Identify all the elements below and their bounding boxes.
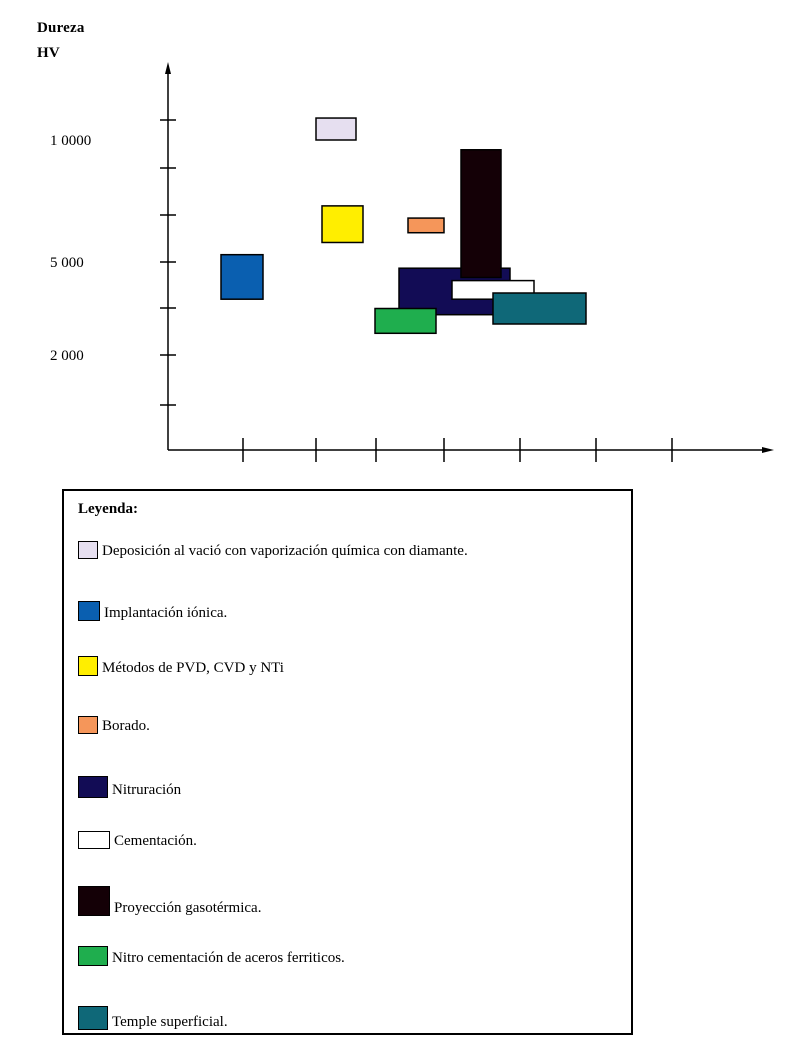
legend-item <box>78 716 150 734</box>
legend-label: Cementación. <box>114 833 197 849</box>
range-bar <box>461 150 501 278</box>
range-bar <box>221 255 263 300</box>
y-axis-label-line1: Dureza <box>37 20 85 36</box>
legend-swatch <box>78 946 108 966</box>
chart-area <box>0 0 800 480</box>
legend-label: Deposición al vació con vaporización química con diamante. <box>102 543 468 559</box>
legend-item <box>78 946 345 966</box>
range-bar <box>322 206 363 243</box>
y-axis-label-line2: HV <box>37 45 60 61</box>
y-tick-label: 5 000 <box>50 255 84 271</box>
legend-swatch <box>78 716 98 734</box>
legend-label: Nitruración <box>112 782 182 798</box>
legend-item <box>78 1006 228 1030</box>
y-tick-label: 1 0000 <box>50 133 92 149</box>
range-bar <box>408 218 444 233</box>
y-axis-arrow <box>165 62 171 74</box>
range-bars <box>221 118 586 333</box>
y-tick-label: 2 000 <box>50 348 84 364</box>
legend-item <box>78 541 468 559</box>
legend-item <box>78 656 284 676</box>
legend-swatch <box>78 1006 108 1030</box>
axis-ticks <box>50 120 672 462</box>
legend-swatch <box>78 886 110 916</box>
x-axis-arrow <box>762 447 774 453</box>
legend-item <box>78 601 227 621</box>
range-bar <box>375 309 436 334</box>
legend-swatch <box>78 656 98 676</box>
legend-title: Leyenda: <box>78 501 138 517</box>
legend-label: Métodos de PVD, CVD y NTi <box>102 660 284 676</box>
legend-item <box>78 776 181 798</box>
legend-label: Borado. <box>102 718 150 734</box>
legend-swatch <box>78 776 108 798</box>
legend-item <box>78 831 197 849</box>
legend-label: Nitro cementación de aceros ferriticos. <box>112 950 345 966</box>
legend-label: Proyección gasotérmica. <box>114 900 262 916</box>
legend-swatch <box>78 601 100 621</box>
legend <box>62 489 633 1035</box>
range-bar <box>316 118 356 140</box>
legend-swatch <box>78 541 98 559</box>
legend-label: Temple superficial. <box>112 1014 228 1030</box>
range-bar <box>493 293 586 324</box>
legend-label: Implantación iónica. <box>104 605 228 621</box>
legend-item <box>78 886 261 916</box>
legend-swatch <box>78 831 110 849</box>
